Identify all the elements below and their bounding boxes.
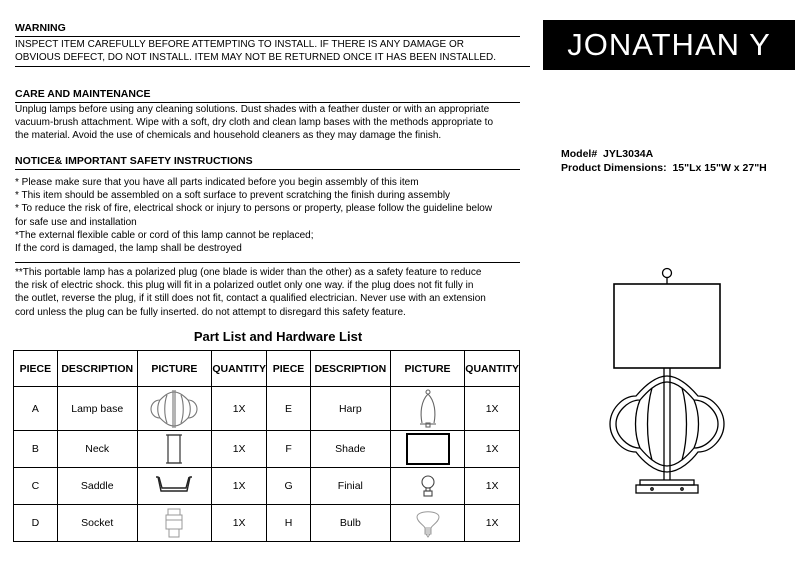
polarized-line: **This portable lamp has a polarized plug (one blade is wider than the other) as a safety feature to reduce	[15, 267, 482, 278]
quantity-cell: 1X	[465, 387, 520, 431]
divider	[15, 66, 530, 67]
socket-icon	[163, 507, 185, 539]
description-cell: Neck	[57, 431, 137, 468]
warning-line: INSPECT ITEM CAREFULLY BEFORE ATTEMPTING TO INSTALL. IF THERE IS ANY DAMAGE OR	[15, 39, 464, 50]
quantity-cell: 1X	[465, 505, 520, 542]
piece-cell: H	[267, 505, 311, 542]
polarized-line: the outlet, reverse the plug, if it still does not fit, contact a qualified electrician. Never use with an extension	[15, 293, 486, 305]
description-cell: Saddle	[57, 468, 137, 505]
notice-line: * Please make sure that you have all parts indicated before you begin assembly of this item	[15, 177, 419, 188]
description-cell: Shade	[310, 431, 390, 468]
header-quantity: QUANTITY	[465, 351, 520, 387]
picture-cell	[390, 468, 464, 505]
piece-cell: C	[14, 468, 58, 505]
brand-logo: JONATHAN Y	[543, 20, 795, 70]
model-number	[561, 147, 653, 161]
quantity-cell: 1X	[212, 387, 267, 431]
header-piece: PIECE	[267, 351, 311, 387]
notice-text	[15, 176, 525, 255]
piece-cell: B	[14, 431, 58, 468]
polarized-line: cord unless the plug can be fully inserted. do not attempt to disregard this safety feature.	[15, 306, 406, 318]
description-cell: Finial	[310, 468, 390, 505]
notice-line: for safe use and installation	[15, 216, 137, 228]
header-description: DESCRIPTION	[310, 351, 390, 387]
piece-cell: D	[14, 505, 58, 542]
table-row	[14, 468, 520, 505]
table-row	[14, 387, 520, 431]
header-picture: PICTURE	[137, 351, 212, 387]
header-quantity: QUANTITY	[212, 351, 267, 387]
picture-cell	[137, 505, 212, 542]
care-line: vacuum-brush attachment. Wipe with a soft, dry cloth and clean lamp bases with the methods appropriate to	[15, 117, 494, 129]
harp-icon	[417, 389, 439, 429]
description-cell: Bulb	[310, 505, 390, 542]
picture-cell	[390, 387, 464, 431]
header-picture: PICTURE	[390, 351, 464, 387]
table-row	[14, 505, 520, 542]
quantity-cell: 1X	[465, 468, 520, 505]
picture-cell	[137, 387, 212, 431]
header-description: DESCRIPTION	[57, 351, 137, 387]
piece-cell: G	[267, 468, 311, 505]
description-cell: Harp	[310, 387, 390, 431]
table-row	[14, 431, 520, 468]
notice-line: * This item should be assembled on a soft surface to prevent scratching the finish during assembly	[15, 190, 451, 202]
header-piece: PIECE	[14, 351, 58, 387]
notice-line: If the cord is damaged, the lamp shall be destroyed	[15, 243, 242, 255]
shade-icon	[405, 432, 451, 466]
care-text	[15, 103, 525, 143]
divider	[15, 262, 520, 263]
warning-title: WARNING	[15, 22, 520, 37]
warning-line: OBVIOUS DEFECT, DO NOT INSTALL. ITEM MAY NOT BE RETURNED ONCE IT HAS BEEN INSTALLED.	[15, 52, 497, 64]
polarized-text	[15, 266, 525, 319]
quantity-cell: 1X	[465, 431, 520, 468]
piece-cell: E	[267, 387, 311, 431]
care-line: Unplug lamps before using any cleaning solutions. Dust shades with a feather duster or with an appropriate	[15, 104, 490, 115]
picture-cell	[137, 468, 212, 505]
care-line: the material. Avoid the use of chemicals and household cleaners as they may damage the finish.	[15, 130, 442, 142]
saddle-icon	[153, 473, 195, 499]
notice-title: NOTICE& IMPORTANT SAFETY INSTRUCTIONS	[15, 155, 520, 170]
piece-cell: F	[267, 431, 311, 468]
piece-cell: A	[14, 387, 58, 431]
picture-cell	[137, 431, 212, 468]
quantity-cell: 1X	[212, 505, 267, 542]
picture-cell	[390, 431, 464, 468]
dimensions-label: Product Dimensions:	[561, 162, 667, 174]
model-label: Model#	[561, 148, 598, 160]
polarized-line: the risk of electric shock. this plug will fit in a polarized outlet only one way. if the plug does not fit fully in	[15, 280, 474, 292]
notice-line: *The external flexible cable or cord of this lamp cannot be replaced;	[15, 229, 314, 241]
lamp-base-icon	[150, 389, 198, 429]
neck-icon	[164, 433, 184, 465]
picture-cell	[390, 505, 464, 542]
product-dimensions	[561, 161, 767, 175]
warning-text	[15, 38, 525, 64]
parts-table	[13, 350, 520, 542]
quantity-cell: 1X	[212, 431, 267, 468]
bulb-icon	[413, 507, 443, 539]
finial-icon	[419, 473, 437, 499]
dimensions-value: 15"Lx 15"W x 27"H	[672, 162, 767, 174]
description-cell: Socket	[57, 505, 137, 542]
parts-title: Part List and Hardware List	[193, 329, 363, 344]
care-title: CARE AND MAINTENANCE	[15, 88, 520, 103]
notice-line: * To reduce the risk of fire, electrical shock or injury to persons or property, please follow the guideline below	[15, 203, 493, 215]
lamp-illustration-icon	[600, 264, 750, 500]
table-header-row	[14, 351, 520, 387]
model-value: JYL3034A	[603, 148, 654, 160]
quantity-cell: 1X	[212, 468, 267, 505]
description-cell: Lamp base	[57, 387, 137, 431]
